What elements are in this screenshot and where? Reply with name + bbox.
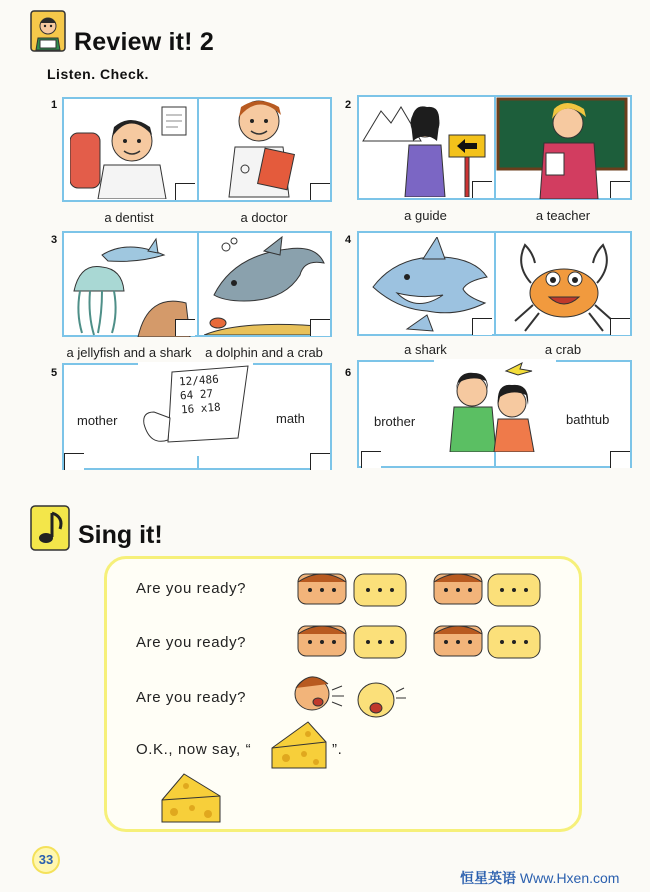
singing-face-icon xyxy=(290,664,410,724)
checkbox-bathtub[interactable] xyxy=(610,451,630,468)
exercise-number: 3 xyxy=(51,234,58,246)
dentist-picture xyxy=(70,103,190,199)
sing-title: Sing it! xyxy=(78,521,163,549)
exercise-4-frame xyxy=(357,231,632,336)
exercise-3-frame xyxy=(62,231,332,337)
math-line: 12/486 xyxy=(178,372,220,389)
option-caption: a crab xyxy=(544,342,582,357)
exercise-2-frame xyxy=(357,95,632,200)
option-caption: a guide xyxy=(404,208,447,223)
checkbox-a-teacher[interactable] xyxy=(610,181,630,198)
checkbox-a-jellyfish-and-a-shark[interactable] xyxy=(175,319,195,336)
exercise-1-frame xyxy=(62,97,332,202)
cheese-icon xyxy=(160,770,222,826)
option-word: brother xyxy=(374,414,416,429)
doctor-picture xyxy=(209,89,319,199)
page-number: 33 xyxy=(32,846,60,874)
lyric-line: Are you ready? xyxy=(136,689,247,706)
math-line: 16 x18 xyxy=(180,400,222,417)
music-note-icon xyxy=(30,505,70,551)
crowd-face-icon xyxy=(296,568,556,612)
checkbox-mother[interactable] xyxy=(64,453,84,470)
watermark xyxy=(460,868,619,888)
cheese-icon xyxy=(270,718,328,772)
crab-picture xyxy=(509,235,619,333)
checkbox-math[interactable] xyxy=(310,453,330,470)
watermark-url: Www.Hxen.com xyxy=(519,870,620,886)
exercise-number: 6 xyxy=(345,367,352,379)
math-line: 64 27 xyxy=(179,387,214,403)
checkbox-a-dentist[interactable] xyxy=(175,183,195,200)
option-caption: a dolphin and a crab xyxy=(205,345,323,360)
checkbox-a-doctor[interactable] xyxy=(310,183,330,200)
option-caption: a teacher xyxy=(535,208,591,223)
checkbox-a-crab[interactable] xyxy=(610,318,630,335)
math-paper-picture xyxy=(138,362,253,456)
exercise-number: 2 xyxy=(345,99,352,111)
checkbox-a-shark[interactable] xyxy=(472,318,492,335)
exercise-number: 1 xyxy=(51,99,58,111)
lyric-line: ”. xyxy=(332,741,343,758)
crowd-face-icon xyxy=(296,620,556,664)
option-word: bathtub xyxy=(566,412,610,427)
brother-picture xyxy=(434,359,556,452)
checkbox-a-guide[interactable] xyxy=(472,181,492,198)
option-caption: a doctor xyxy=(240,210,288,225)
boy-reading-icon xyxy=(30,10,66,52)
lyric-line: Are you ready? xyxy=(136,634,247,651)
watermark-cn: 恒星英语 xyxy=(460,870,516,886)
option-word: math xyxy=(276,411,305,426)
option-caption: a jellyfish and a shark xyxy=(66,345,192,360)
option-word: mother xyxy=(77,413,118,428)
checkbox-a-dolphin-and-a-crab[interactable] xyxy=(310,319,330,336)
option-caption: a dentist xyxy=(104,210,154,225)
lyric-line: O.K., now say, “ xyxy=(136,741,252,758)
exercise-number: 5 xyxy=(51,367,58,379)
exercise-number: 4 xyxy=(345,234,352,246)
lyric-line: Are you ready? xyxy=(136,580,247,597)
instruction-text: Listen. Check. xyxy=(47,66,149,82)
page-title: Review it! 2 xyxy=(74,28,214,56)
checkbox-brother[interactable] xyxy=(361,451,381,468)
option-caption: a shark xyxy=(404,342,447,357)
